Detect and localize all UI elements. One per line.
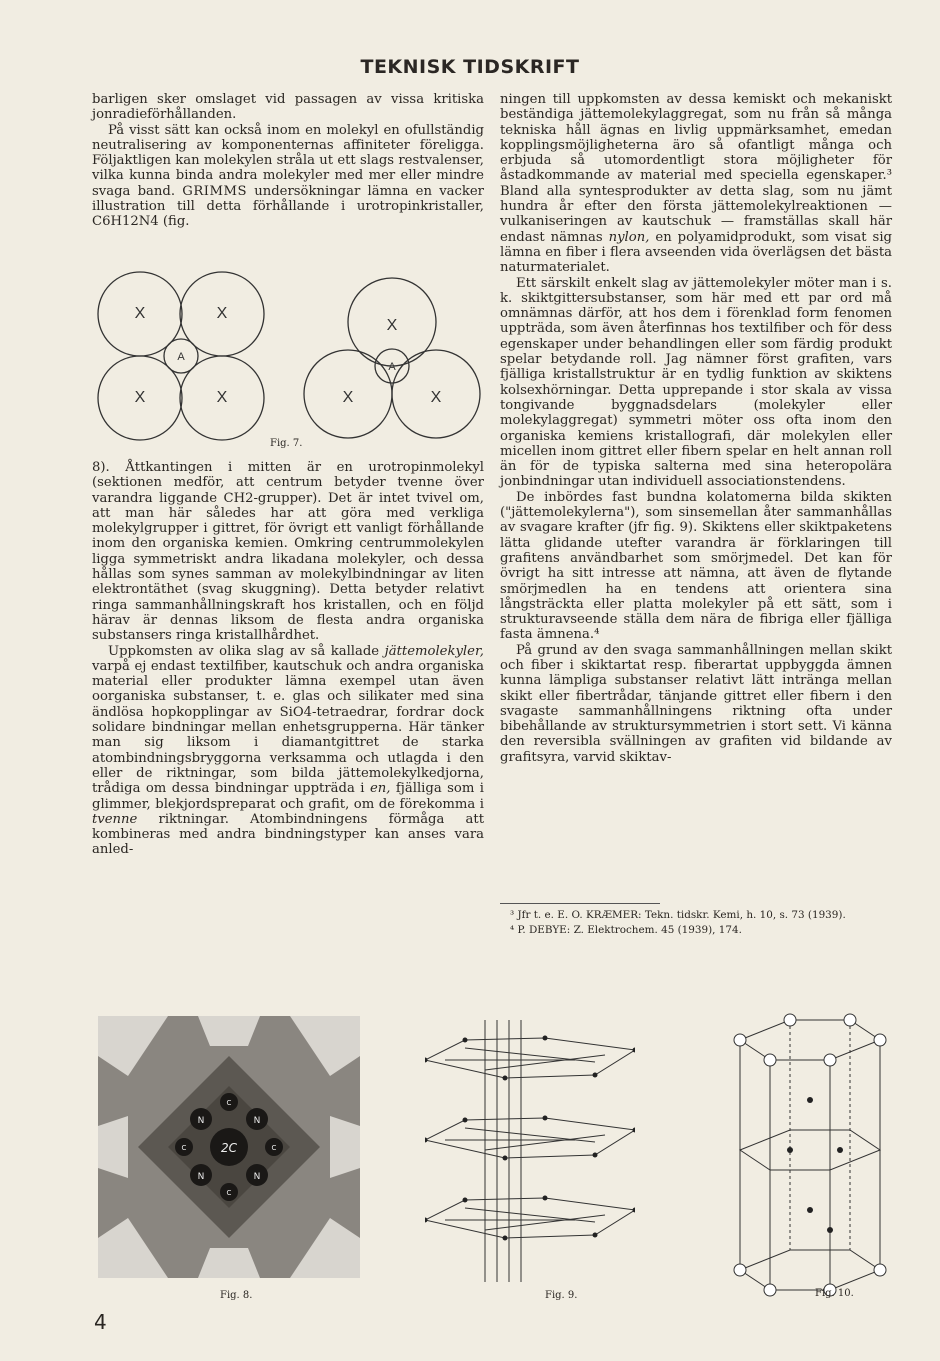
page-number: 4	[94, 1310, 107, 1334]
c-label: C	[271, 1144, 277, 1152]
n-label: N	[253, 1116, 261, 1126]
paragraph: barligen sker omslaget vid passagen av vissa kritiska jonradieförhållanden.	[92, 92, 484, 123]
emphasis: tvenne	[92, 811, 138, 827]
x-label: X	[134, 305, 146, 322]
paragraph-text: riktningar. Atombindningens förmåga att kombineras med andra bindningstyper kan anses vara anled-	[92, 811, 484, 858]
paragraph	[500, 92, 892, 276]
paragraph: 8). Åttkantingen i mitten är en urotropinmolekyl (sektionen medför, att centrum betyder tvenne över varandra liggande CH2-grupper). Det är intet tvivel om, att man här således har att göra med verkliga molekylgrupper i gittret, för övrigt ett vanligt förhållande inom den organiska kemien. Omkring centrummolekylen ligga symmetriskt andra likadana molekyler, och dessa hållas som synes samman av molekylbindningar av liten elektrontäthet (svag skuggning). Detta betyder relativt ringa sammanhållningskraft hos kristallen, och en följd härav är dennas liksom de flesta andra organiska substansers ringa kristallhårdhet.	[92, 460, 484, 644]
figure-9-diagram	[425, 1020, 635, 1290]
n-label: N	[253, 1172, 261, 1182]
x-label: X	[342, 389, 354, 406]
a-label: A	[388, 361, 396, 373]
footnotes	[510, 908, 890, 938]
n-label: N	[197, 1116, 205, 1126]
emphasis: nylon,	[608, 229, 650, 245]
x-label: X	[134, 389, 146, 406]
figure-8-image	[98, 1016, 360, 1278]
paragraph: På grund av den svaga sammanhållningen mellan skikt och fiber i skiktartat resp. fiberartat uppbyggda ämnen kunna lämpliga substanser relativt lätt intränga mellan skikt eller fibertrådar, tänjande gittret eller fibern i den svagaste sammanhållningens riktning ofta under bibehållande av struktursymmetrien i stort sett. Vi känna den reversibla svällningen av grafiten vid bildande av grafitsyra, varvid skiktav-	[500, 642, 892, 765]
emphasis: en,	[369, 781, 391, 797]
paragraph: Ett särskilt enkelt slag av jättemolekyler möter man i s. k. skiktgittersubstanser, som här med ett par ord må omnämnas därför, att hos dem i förenklad form fenomen uppträda, som även återfinnas hos textilfiber och för dess egenskaper under behandlingen eller som färdig produkt spelar betydande roll. Jag nämner först grafiten, vars fjälliga kristallstruktur är en tydlig funktion av skiktens kolsexhörningar. Detta upprepande i stor skala av vissa tongivande byggnadsdelars (molekyler eller molekylaggregat) symmetri möter oss ofta inom den organiska kemiens kristallografi, där molekylen eller micellen inom gittret eller fibern spelar en helt annan roll än för de typiska salterna med sina heteropolära jonbindningar utan individuell associationstendens.	[500, 275, 892, 490]
footnote: ⁴ P. DEBYE: Z. Elektrochem. 45 (1939), 174.	[510, 924, 742, 936]
figure-10-caption: Fig. 10.	[815, 1288, 854, 1299]
figure-7-diagram	[92, 258, 484, 458]
x-label: X	[386, 317, 398, 334]
figure-8-caption: Fig. 8.	[220, 1290, 253, 1301]
center-label: 2C	[220, 1141, 238, 1155]
c-label: C	[181, 1144, 187, 1152]
paragraph	[92, 644, 484, 858]
footnote-divider	[500, 903, 660, 904]
paragraph-text: en polyamidprodukt, som visat sig lämna en fiber i flera avseenden vida överlägsen det bästa naturmaterialet.	[500, 229, 892, 276]
paragraph-text: fjälliga som i glimmer, blekjordspreparat och grafit, om de förekomma i	[92, 781, 485, 812]
journal-header: TEKNISK TIDSKRIFT	[360, 56, 580, 78]
author-name: GRIMMS	[182, 183, 247, 199]
paragraph-text: ningen till uppkomsten av dessa kemiskt och mekaniskt beständiga jättemolekylaggregat, som nu från så många tekniska håll ägnas en livlig uppmärksamhet, emedan kopplingsmöjligheterna äro så ofantligt många och erbjuda så utomordentligt stora möjligheter för åstadkommande av material med speciella egenskaper.³ Bland alla syntesprodukter av detta slag, som nu jämt hundra år efter den första jättemolekylreaktionen — vulkaniseringen av kautschuk — framställas skall här endast nämnas	[500, 92, 892, 245]
n-label: N	[197, 1172, 205, 1182]
paragraph-text: undersökningar lämna en vacker illustration till detta förhållande i urotropinkristaller, C6H12N4 (fig.	[92, 183, 484, 230]
figure-10-diagram	[730, 1010, 890, 1310]
left-column-bottom	[92, 460, 484, 858]
emphasis: jättemolekyler,	[384, 643, 484, 659]
paragraph-text: varpå ej endast textilfiber, kautschuk och andra organiska material eller produkter lämna exempel utan även oorganiska substanser, t. e. glas och silikater med sina ändlösa hopkopplingar av SiO4-tetraedrar, fordrar dock solidare bindningar mellan enhetsgrupperna. Här tänker man sig liksom i diamantgittret de starka atombindningsbryggorna verksamma och utlagda i den eller de riktningar, som bilda jättemolekylkedjorna, trådiga om dessa bindningar uppträda i	[92, 658, 484, 797]
figure-9-caption: Fig. 9.	[545, 1290, 578, 1301]
c-label: C	[226, 1099, 232, 1107]
left-column-top	[92, 92, 484, 230]
footnote: ³ Jfr t. e. E. O. KRÆMER: Tekn. tidskr. Kemi, h. 10, s. 73 (1939).	[510, 909, 846, 921]
paragraph-text: Uppkomsten av olika slag av så kallade	[108, 643, 380, 659]
right-column	[500, 92, 892, 765]
x-label: X	[216, 389, 228, 406]
x-label: X	[216, 305, 228, 322]
x-label: X	[430, 389, 442, 406]
paragraph: De inbördes fast bundna kolatomerna bilda skikten ("jättemolekylerna"), som sinsemellan åter sammanhållas av svagare krafter (jfr fig. 9). Skiktens eller skiktpaketens lätta glidande utefter varandra är förklaringen till grafitens användbarhet som smörjmedel. Det kan för övrigt ha sitt intresse att nämna, att även de flytande smörjmedlen ha en tendens att orientera sina långsträckta eller platta molekyler på ett sätt, som i strukturavseende ställa dem nära de fibriga eller fjälliga fasta ämnena.⁴	[500, 489, 892, 643]
a-label: A	[177, 351, 185, 363]
paragraph	[92, 123, 484, 230]
figure-7-caption: Fig. 7.	[270, 438, 303, 449]
paragraph-text: På visst sätt kan också inom en molekyl en ofullständig neutralisering av komponenternas affiniteter föreligga. Följaktligen kan molekylen stråla ut ett slags restvalenser, vilka kunna binda andra molekyler med mer eller mindre svaga band.	[92, 122, 484, 199]
c-label: C	[226, 1189, 232, 1197]
